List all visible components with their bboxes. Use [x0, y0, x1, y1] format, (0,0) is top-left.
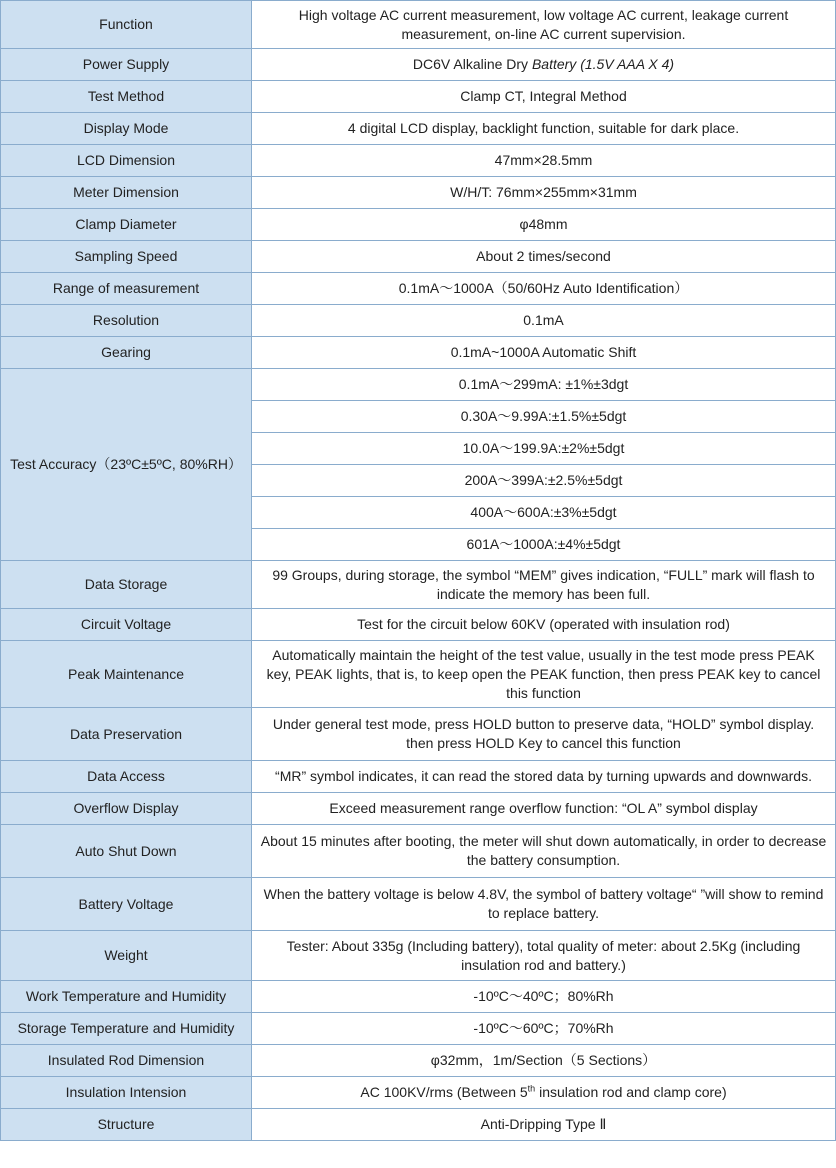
data-storage-value: 99 Groups, during storage, the symbol “MEM” gives indication, “FULL” mark will flash to indicate the memory has been full. [252, 561, 836, 609]
function-label: Function [1, 1, 252, 49]
power-supply-value [252, 49, 836, 81]
battery-voltage-label: Battery Voltage [1, 878, 252, 931]
display-mode-label: Display Mode [1, 113, 252, 145]
weight-label: Weight [1, 931, 252, 981]
rod-dimension-value: φ32mm，1m/Section（5 Sections） [252, 1045, 836, 1077]
circuit-voltage-label: Circuit Voltage [1, 609, 252, 641]
power-supply-value-battery: Battery (1.5V AAA X 4) [531, 56, 675, 72]
accuracy-value-4: 200A～399A:±2.5%±5dgt [252, 465, 836, 497]
accuracy-value-2: 0.30A～9.99A:±1.5%±5dgt [252, 401, 836, 433]
data-preservation-label: Data Preservation [1, 708, 252, 761]
data-access-value: “MR” symbol indicates, it can read the stored data by turning upwards and downwards. [252, 761, 836, 793]
test-method-label: Test Method [1, 81, 252, 113]
row-battery-voltage [1, 878, 836, 931]
peak-maintenance-value: Automatically maintain the height of the test value, usually in the test mode press PEAK key, PEAK lights, that is, to keep open the PEAK function, then press PEAK key to cancel this function [252, 641, 836, 708]
range-label: Range of measurement [1, 273, 252, 305]
peak-maintenance-label: Peak Maintenance [1, 641, 252, 708]
resolution-label: Resolution [1, 305, 252, 337]
row-meter-dimension [1, 177, 836, 209]
row-overflow-display [1, 793, 836, 825]
rod-dimension-label: Insulated Rod Dimension [1, 1045, 252, 1077]
row-work-temp [1, 981, 836, 1013]
insulation-intension-value [252, 1077, 836, 1109]
meter-dimension-value: W/H/T: 76mm×255mm×31mm [252, 177, 836, 209]
battery-voltage-value: When the battery voltage is below 4.8V, the symbol of battery voltage“ ”will show to remind to replace battery. [252, 878, 836, 931]
lcd-dimension-value: 47mm×28.5mm [252, 145, 836, 177]
gearing-value: 0.1mA~1000A Automatic Shift [252, 337, 836, 369]
row-resolution [1, 305, 836, 337]
work-temp-value: -10ºC～40ºC；80%Rh [252, 981, 836, 1013]
structure-value: Anti-Dripping Type Ⅱ [252, 1109, 836, 1141]
row-data-access [1, 761, 836, 793]
row-auto-shut-down [1, 825, 836, 878]
clamp-diameter-value: φ48mm [252, 209, 836, 241]
accuracy-value-1: 0.1mA～299mA: ±1%±3dgt [252, 369, 836, 401]
auto-shut-down-value: About 15 minutes after booting, the meter will shut down automatically, in order to decrease the battery consumption. [252, 825, 836, 878]
function-value: High voltage AC current measurement, low voltage AC current, leakage current measurement, on-line AC current supervision. [252, 1, 836, 49]
circuit-voltage-value: Test for the circuit below 60KV (operated with insulation rod) [252, 609, 836, 641]
row-data-preservation [1, 708, 836, 761]
data-access-label: Data Access [1, 761, 252, 793]
meter-dimension-label: Meter Dimension [1, 177, 252, 209]
insulation-intension-value-a: AC 100KV/rms (Between 5 [360, 1084, 528, 1100]
accuracy-value-3: 10.0A～199.9A:±2%±5dgt [252, 433, 836, 465]
sampling-speed-label: Sampling Speed [1, 241, 252, 273]
resolution-value: 0.1mA [252, 305, 836, 337]
storage-temp-label: Storage Temperature and Humidity [1, 1013, 252, 1045]
row-peak-maintenance [1, 641, 836, 708]
data-storage-label: Data Storage [1, 561, 252, 609]
accuracy-label: Test Accuracy（23ºC±5ºC, 80%RH） [1, 369, 252, 561]
row-sampling-speed [1, 241, 836, 273]
weight-value: Tester: About 335g (Including battery), total quality of meter: about 2.5Kg (including insulation rod and battery.) [252, 931, 836, 981]
overflow-display-value: Exceed measurement range overflow function: “OL A” symbol display [252, 793, 836, 825]
power-supply-label: Power Supply [1, 49, 252, 81]
insulation-intension-value-sup: th [527, 1083, 536, 1094]
lcd-dimension-label: LCD Dimension [1, 145, 252, 177]
row-function [1, 1, 836, 49]
row-clamp-diameter [1, 209, 836, 241]
range-value: 0.1mA～1000A（50/60Hz Auto Identification） [252, 273, 836, 305]
row-power-supply [1, 49, 836, 81]
work-temp-label: Work Temperature and Humidity [1, 981, 252, 1013]
storage-temp-value: -10ºC～60ºC；70%Rh [252, 1013, 836, 1045]
gearing-label: Gearing [1, 337, 252, 369]
accuracy-value-5: 400A～600A:±3%±5dgt [252, 497, 836, 529]
sampling-speed-value: About 2 times/second [252, 241, 836, 273]
row-gearing [1, 337, 836, 369]
row-lcd-dimension [1, 145, 836, 177]
row-storage-temp [1, 1013, 836, 1045]
structure-label: Structure [1, 1109, 252, 1141]
row-accuracy-1 [1, 369, 836, 401]
overflow-display-label: Overflow Display [1, 793, 252, 825]
display-mode-value: 4 digital LCD display, backlight function, suitable for dark place. [252, 113, 836, 145]
auto-shut-down-label: Auto Shut Down [1, 825, 252, 878]
insulation-intension-label: Insulation Intension [1, 1077, 252, 1109]
clamp-diameter-label: Clamp Diameter [1, 209, 252, 241]
row-circuit-voltage [1, 609, 836, 641]
row-rod-dimension [1, 1045, 836, 1077]
data-preservation-value: Under general test mode, press HOLD button to preserve data, “HOLD” symbol display. then press HOLD Key to cancel this function [252, 708, 836, 761]
row-weight [1, 931, 836, 981]
row-test-method [1, 81, 836, 113]
row-range [1, 273, 836, 305]
row-display-mode [1, 113, 836, 145]
test-method-value: Clamp CT, Integral Method [252, 81, 836, 113]
row-insulation-intension [1, 1077, 836, 1109]
row-structure [1, 1109, 836, 1141]
accuracy-value-6: 601A～1000A:±4%±5dgt [252, 529, 836, 561]
row-data-storage [1, 561, 836, 609]
insulation-intension-value-b: insulation rod and clamp core) [535, 1084, 727, 1100]
power-supply-value-main: DC6V Alkaline Dry [412, 56, 532, 72]
